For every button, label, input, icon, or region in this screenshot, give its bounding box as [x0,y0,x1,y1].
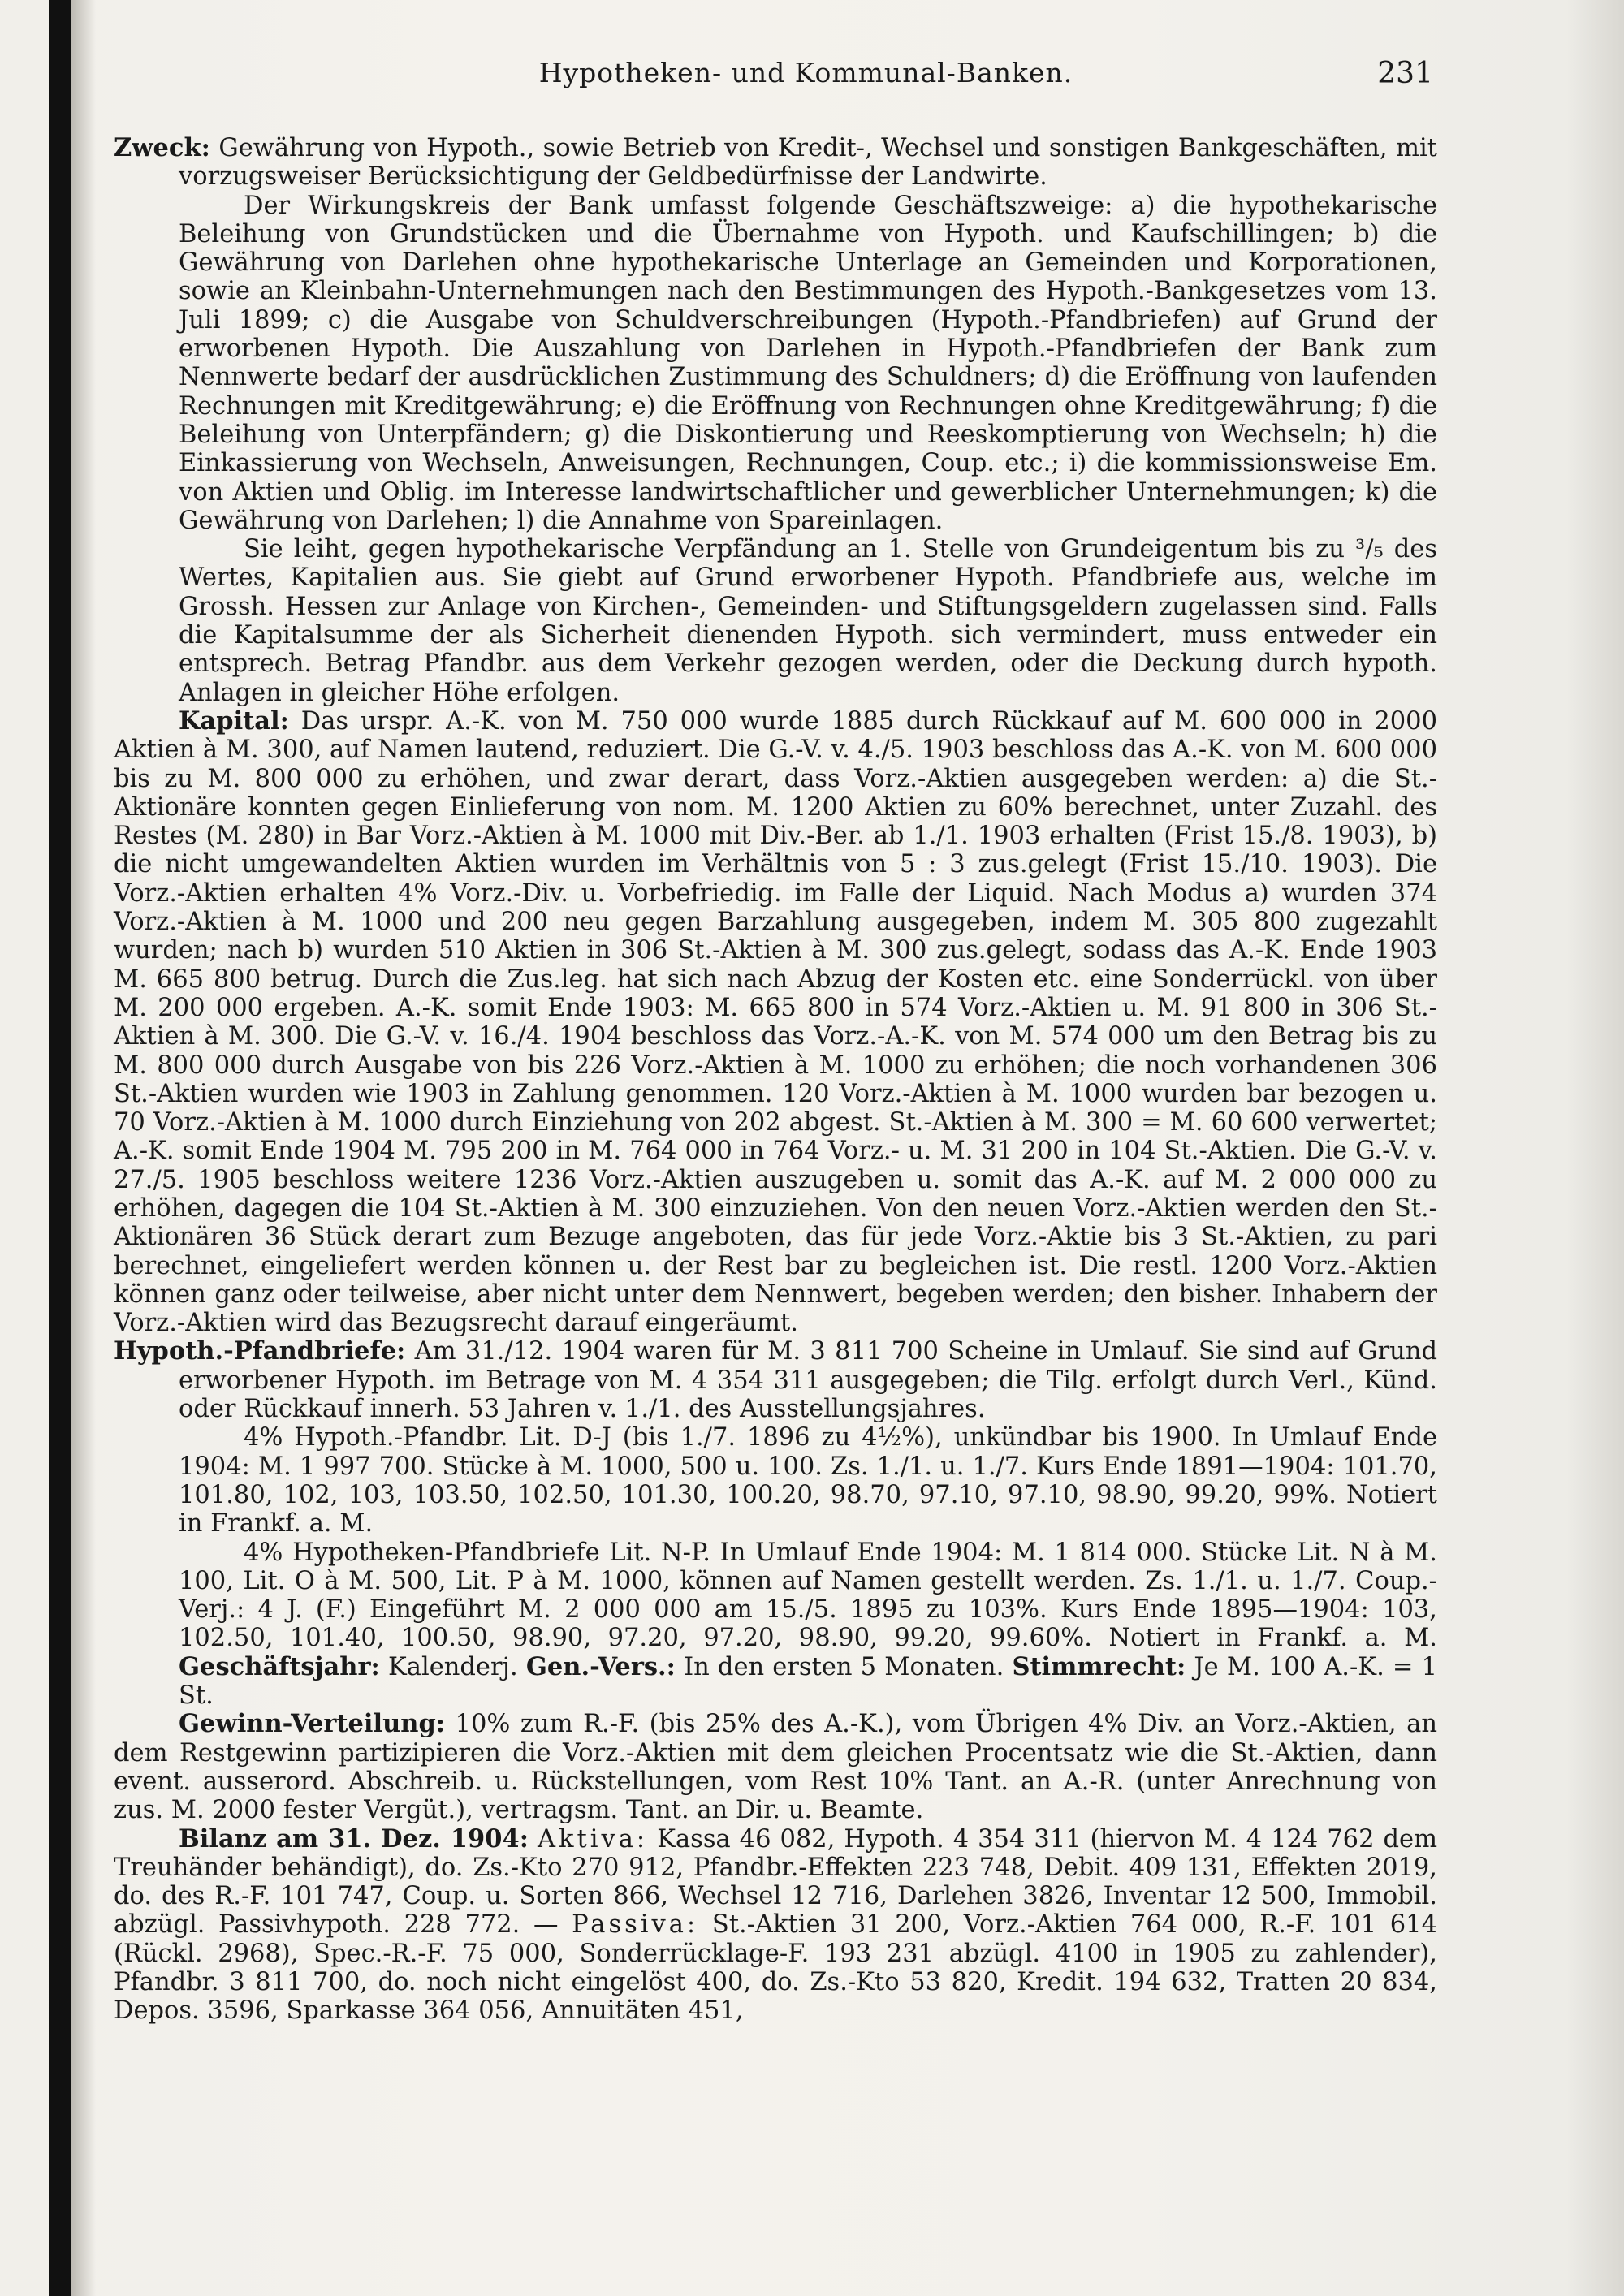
lit-np-paragraph [114,1539,1437,1711]
edge-shadow [1567,0,1624,2296]
bilanz-label: Bilanz am 31. Dez. 1904: [179,1823,529,1854]
kapital-text: Das urspr. A.-K. von M. 750 000 wurde 1885 durch Rückkauf auf M. 600 000 in 2000 Aktien à M. 300, auf Namen lautend, reduziert. Die G.-V. v. 4./5. 1903 beschloss das A.-K. von M. 600 000 bis zu M. 800 000 zu erhöhen, und zwar derart, dass Vorz.-Aktien ausgegeben werden: a) die St.-Aktionäre konnten gegen Einlieferung von nom. M. 1200 Aktien zu 60% berechnet, unter Zuzahl. des Restes (M. 280) in Bar Vorz.-Aktien à M. 1000 mit Div.-Ber. ab 1./1. 1903 erhalten (Frist 15./8. 1903), b) die nicht umgewandelten Aktien wurden im Verhältnis von 5 : 3 zus.gelegt (Frist 15./10. 1903). Die Vorz.-Aktien erhalten 4% Vorz.-Div. u. Vorbefriedig. im Falle der Liquid. Nach Modus a) wurden 374 Vorz.-Aktien à M. 1000 und 200 neu gegen Barzahlung ausgegeben, indem M. 305 800 zugezahlt wurden; nach b) wurden 510 Aktien in 306 St.-Aktien à M. 300 zus.gelegt, sodass das A.-K. Ende 1903 M. 665 800 betrug. Durch die Zus.leg. hat sich nach Abzug der Kosten etc. eine Sonderrückl. von über M. 200 000 ergeben. A.-K. somit Ende 1903: M. 665 800 in 574 Vorz.-Aktien u. M. 91 800 in 306 St.-Aktien à M. 300. Die G.-V. v. 16./4. 1904 beschloss das Vorz.-A.-K. von M. 574 000 um den Betrag bis zu M. 800 000 durch Ausgabe von bis 226 Vorz.-Aktien à M. 1000 zu erhöhen; die noch vorhandenen 306 St.-Aktien wurden wie 1903 in Zahlung genommen. 120 Vorz.-Aktien à M. 1000 wurden bar bezogen u. 70 Vorz.-Aktien à M. 1000 durch Einziehung von 202 abgest. St.-Aktien à M. 300 = M. 60 600 verwertet; A.-K. somit Ende 1904 M. 795 200 in M. 764 000 in 764 Vorz.- u. M. 31 200 in 104 St.-Aktien. Die G.-V. v. 27./5. 1905 beschloss weitere 1236 Vorz.-Aktien auszugeben u. somit das A.-K. auf M. 2 000 000 zu erhöhen, dagegen die 104 St.-Aktien à M. 300 einzuziehen. Von den neuen Vorz.-Aktien werden den St.-Aktionären 36 Stück derart zum Bezuge angeboten, das für jede Vorz.-Aktie bis 3 St.-Aktien, zu pari berechnet, eingeliefert werden können u. der Rest bar zu begleichen ist. Die restl. 1200 Vorz.-Aktien können ganz oder teilweise, aber nicht unter dem Nennwert, begeben werden; den bisher. Inhabern der Vorz.-Aktien wird das Bezugsrecht darauf eingeräumt. [114,706,1437,1338]
kapital-label: Kapital: [179,706,289,736]
stimmrecht-text: Je M. 100 A.-K. = 1 St. [179,1652,1438,1711]
zweck-label: Zweck: [114,133,210,162]
geschaeftsjahr-label: Geschäftsjahr: [179,1651,380,1681]
pfandbriefe-paragraph [114,1337,1437,1423]
page-number: 231 [1377,57,1433,90]
genvers-text: In den ersten 5 Monaten. [684,1652,1004,1681]
aktiva-label: Aktiva: [537,1824,649,1854]
lit-np-text: 4% Hypotheken-Pfandbriefe Lit. N-P. In Umlauf Ende 1904: M. 1 814 000. Stücke Lit. N à M. 100, Lit. O à M. 500, Lit. P à M. 1000, können auf Namen gestellt werden. Zs. 1./1. u. 1./7. Coup.-Verj.: 4 J. (F.) Eingeführt M. 2 000 000 am 15./5. 1895 zu 103%. Kurs Ende 1895—1904: 103, 102.50, 101.40, 100.50, 98.90, 97.20, 97.20, 98.90, 99.20, 99.60%. Notiert in Frankf. a. M. [179,1538,1437,1653]
pfandbriefe-text: Am 31./12. 1904 waren für M. 3 811 700 Scheine in Umlauf. Sie sind auf Grund erworbener Hypoth. im Betrage von M. 4 354 311 ausgegeben; die Tilg. erfolgt durch Verl., Künd. oder Rückkauf innerh. 53 Jahren v. 1./1. des Ausstellungsjahres. [179,1337,1437,1424]
stimmrecht-label: Stimmrecht: [1012,1651,1186,1681]
bilanz-paragraph [114,1825,1437,2026]
zweck-paragraph [114,134,1437,192]
bilanz-text-2: St.-Aktien 31 200, Vorz.-Aktien 764 000, R.-F. 101 614 (Rückl. 2968), Spec.-R.-F. 75 000, Sonderrücklage-F. 193 231 abzügl. 4100 in 1905 zu zahlender), Pfandbr. 3 811 700, do. noch nicht eingelöst 400, do. Zs.-Kto 53 820, Kredit. 194 632, Tratten 20 834, Depos. 3596, Sparkasse 364 056, Annuitäten 451, [114,1910,1437,2026]
geschaeftsjahr-text: Kalenderj. [387,1652,518,1681]
wirkungskreis-paragraph: Der Wirkungskreis der Bank umfasst folgende Geschäftszweige: a) die hypothekarische Beleihung von Grundstücken und die Übernahme von Hypoth. und Kaufschillingen; b) die Gewährung von Darlehen ohne hypothekarische Unterlage an Gemeinden und Korporationen, sowie an Kleinbahn-Unternehmungen nach den Bestimmungen des Hypoth.-Bankgesetzes vom 13. Juli 1899; c) die Ausgabe von Schuldverschreibungen (Hypoth.-Pfandbriefen) auf Grund der erworbenen Hypoth. Die Auszahlung von Darlehen in Hypoth.-Pfandbriefen der Bank zum Nennwerte bedarf der ausdrücklichen Zustimmung des Schuldners; d) die Eröffnung von laufenden Rechnungen mit Kreditgewährung; e) die Eröffnung von Rechnungen ohne Kreditgewährung; f) die Beleihung von Unterpfändern; g) die Diskontierung und Reeskomptierung von Wechseln; h) die Einkassierung von Wechseln, Anweisungen, Rechnungen, Coup. etc.; i) die kommissionsweise Em. von Aktien und Oblig. im Interesse landwirtschaftlicher und gewerblicher Unternehmungen; k) die Gewährung von Darlehen; l) die Annahme von Spareinlagen. [179,191,1437,535]
gewinn-text: 10% zum R.-F. (bis 25% des A.-K.), vom Übrigen 4% Div. an Vorz.-Aktien, an dem Restgewinn partizipieren die Vorz.-Aktien mit dem gleichen Procentsatz wie die St.-Aktien, dann event. ausserord. Abschreib. u. Rückstellungen, vom Rest 10% Tant. an A.-R. (unter Anrechnung von zus. M. 2000 fester Vergüt.), vertragsm. Tant. an Dir. u. Beamte. [114,1710,1437,1825]
lit-dj-paragraph: 4% Hypoth.-Pfandbr. Lit. D-J (bis 1./7. 1896 zu 4½%), unkündbar bis 1900. In Umlauf Ende 1904: M. 1 997 700. Stücke à M. 1000, 500 u. 100. Zs. 1./1. u. 1./7. Kurs Ende 1891—1904: 101.70, 101.80, 102, 103, 103.50, 102.50, 101.30, 100.20, 98.70, 97.10, 97.10, 98.90, 99.20, 99%. Notiert in Frankf. a. M. [179,1423,1437,1539]
zweck-text: Gewährung von Hypoth., sowie Betrieb von Kredit-, Wechsel und sonstigen Bankgeschäften, mit vorzugsweiser Berücksichtigung der Geldbedürfnisse der Landwirte. [179,134,1437,192]
kapital-paragraph [114,707,1437,1338]
pfandbriefe-label: Hypoth.-Pfandbriefe: [114,1336,406,1366]
book-spine [49,0,71,2296]
gutter-shadow [71,0,96,2296]
leiht-paragraph: Sie leiht, gegen hypothekarische Verpfändung an 1. Stelle von Grundeigentum bis zu ³/₅ des Wertes, Kapitalien aus. Sie giebt auf Grund erworbener Hypoth. Pfandbriefe aus, welche im Grossh. Hessen zur Anlage von Kirchen-, Gemeinden- und Stiftungsgeldern zugelassen sind. Falls die Kapitalsumme der als Sicherheit dienenden Hypoth. sich vermindert, muss entweder ein entsprech. Betrag Pfandbr. aus dem Verkehr gezogen werden, oder die Deckung durch hypoth. Anlagen in gleicher Höhe erfolgen. [179,535,1437,707]
page-header [179,57,1433,106]
page-body [114,134,1437,2026]
running-title: Hypotheken- und Kommunal-Banken. [538,57,1073,88]
gewinn-label: Gewinn-Verteilung: [179,1709,446,1739]
passiva-label: Passiva: [572,1910,699,1940]
gewinn-paragraph [114,1710,1437,1824]
genvers-label: Gen.-Vers.: [525,1651,676,1681]
bilanz-text-1: Kassa 46 082, Hypoth. 4 354 311 (hiervon M. 4 124 762 dem Treuhänder behändigt), do. Zs.-Kto 270 912, Pfandbr.-Effekten 223 748, Debit. 409 131, Effekten 2019, do. des R.-F. 101 747, Coup. u. Sorten 866, Wechsel 12 716, Darlehen 3826, Inventar 12 500, Immobil. abzügl. Passivhypoth. 228 772. — [114,1824,1437,1940]
